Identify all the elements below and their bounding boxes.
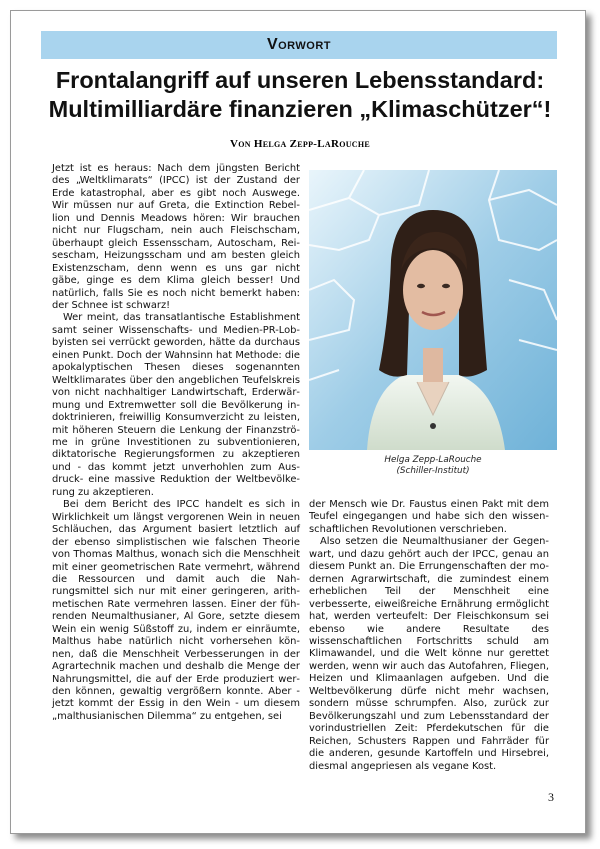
caption-name: Helga Zepp-LaRouche — [384, 455, 482, 465]
paragraph: Jetzt ist es heraus: Nach dem jüngsten Bericht des „Weltklimarats“ (IPCC) ist der Zustand der Erde katastrophal, aber es gibt noch Auswege. Wir müssen nur auf Greta, die Extinction Rebellion und Dennis Meadows hören: Wir brauchen nicht nur Flugscham, nein auch Fleischscham, überhaupt gleich Essensscham, Autoscham, Reisescham, Heizungsscham und am besten gleich Existenzscham, denn wenn es uns gar nicht gäbe, ginge es dem Klima gleich besser! Und natürlich, falls Sie es noch nicht bemerkt haben: der Schnee ist schwarz! — [52, 163, 300, 311]
paragraph: der Mensch wie Dr. Faustus einen Pakt mit dem Teufel eingegangen und habe sich den wissenschaftlichen Revolutionen verschrieben. — [309, 499, 549, 535]
section-header — [41, 31, 557, 59]
paragraph: Also setzen die Neumalthusianer der Gegenwart, und dazu gehört auch der IPCC, genau an diesem Punkt an. Die Errungenschaften der modernen Agrarwirtschaft, die zumindest einem erheblichen Teil der Menschheit eine verbesserte, eiweißreiche Ernährung ermöglicht hat, werden verteufelt: Der Fleischkonsum sei ebenso wie andere Resultate des wissenschaftlichen Fortschritts schuld am Klimawandel, und die Welt könne nur gerettet werden, wenn wir auch das Autofahren, Fliegen, Heizen und Klimaanlagen aufgeben. Und die Weltbevölkerung dürfe nicht mehr wachsen, sondern müsse schrumpfen. Also, zurück zur Bevölkerungszahl und zum Lebensstandard der vorindustriellen Zeit: Pferdekutschen für die Reichen, Schusters Rappen und Fahrräder für die anderen, gesunde Kartoffeln und Hirsebrei, diesmal angepriesen als vegane Kost. — [309, 536, 549, 772]
left-text-column — [52, 163, 300, 723]
right-text-column — [309, 499, 549, 773]
paragraph: Wer meint, das transatlantische Establishment samt seiner Wissenschafts- und Medien-PR-Lobbyisten sei verrückt geworden, hätte da durchaus einen Punkt. Doch der Wahnsinn hat Methode: die apokalyptischen Thesen dieses sogenannten Weltklimarates über den angeblichen Teufelskreis von nicht nachhaltiger Landwirtschaft, Erderwärmung und Extremwetter soll die Bevölkerung indoktrinieren, freiwillig Konsumverzicht zu leisten, mit höheren Steuern die Lenkung der Finanzströme in grüne Investitionen zu subventionieren, diktatorische Regierungsformen zu akzeptieren und - das kommt jetzt unverhohlen zum Ausdruck- eine massive Reduktion der Weltbevölkerung zu akzeptieren. — [52, 312, 300, 498]
headline-line-1: Frontalangriff auf unseren Lebensstandard: — [55, 67, 545, 93]
author-photo — [309, 170, 557, 450]
photo-caption — [309, 455, 557, 477]
portrait-illustration — [309, 170, 557, 450]
caption-affiliation: (Schiller-Institut) — [396, 466, 470, 476]
page-number: 3 — [548, 790, 554, 804]
article-headline — [30, 66, 570, 124]
paragraph: Bei dem Bericht des IPCC handelt es sich in Wirklichkeit um längst vergorenen Wein in neuen Schläuchen, das Argument basiert letztlich auf der ebenso simplistischen wie falschen Theorie von Thomas Malthus, wonach sich die Menschheit mit einer geometrischen Rate vermehrt, während die Ressourcen und damit auch die Nahrungsmittel sich nur mit einer geringeren, arithmetischen Rate vermehren lassen. Einer der führenden Neumalthusianer, Al Gore, setzte diesem Wein ein wenig Süßstoff zu, indem er einräumte, Malthus habe natürlich nicht vorhersehen können, daß die Menschheit Verbesserungen in der Agrartechnik machen und deshalb die Menge der Nahrungsmittel, die auf der Erde produziert werden können, gewaltig vergrößern konnte. Aber - jetzt kommt der Essig in den Wein - um diesem „malthusianischen Dilemma“ zu entgehen, sei — [52, 499, 300, 722]
author-byline: Von Helga Zepp-LaRouche — [229, 138, 371, 150]
section-title: Vorwort — [266, 36, 332, 53]
headline-line-2: Multimilliardäre finanzieren „Klimaschützer“! — [48, 96, 552, 122]
